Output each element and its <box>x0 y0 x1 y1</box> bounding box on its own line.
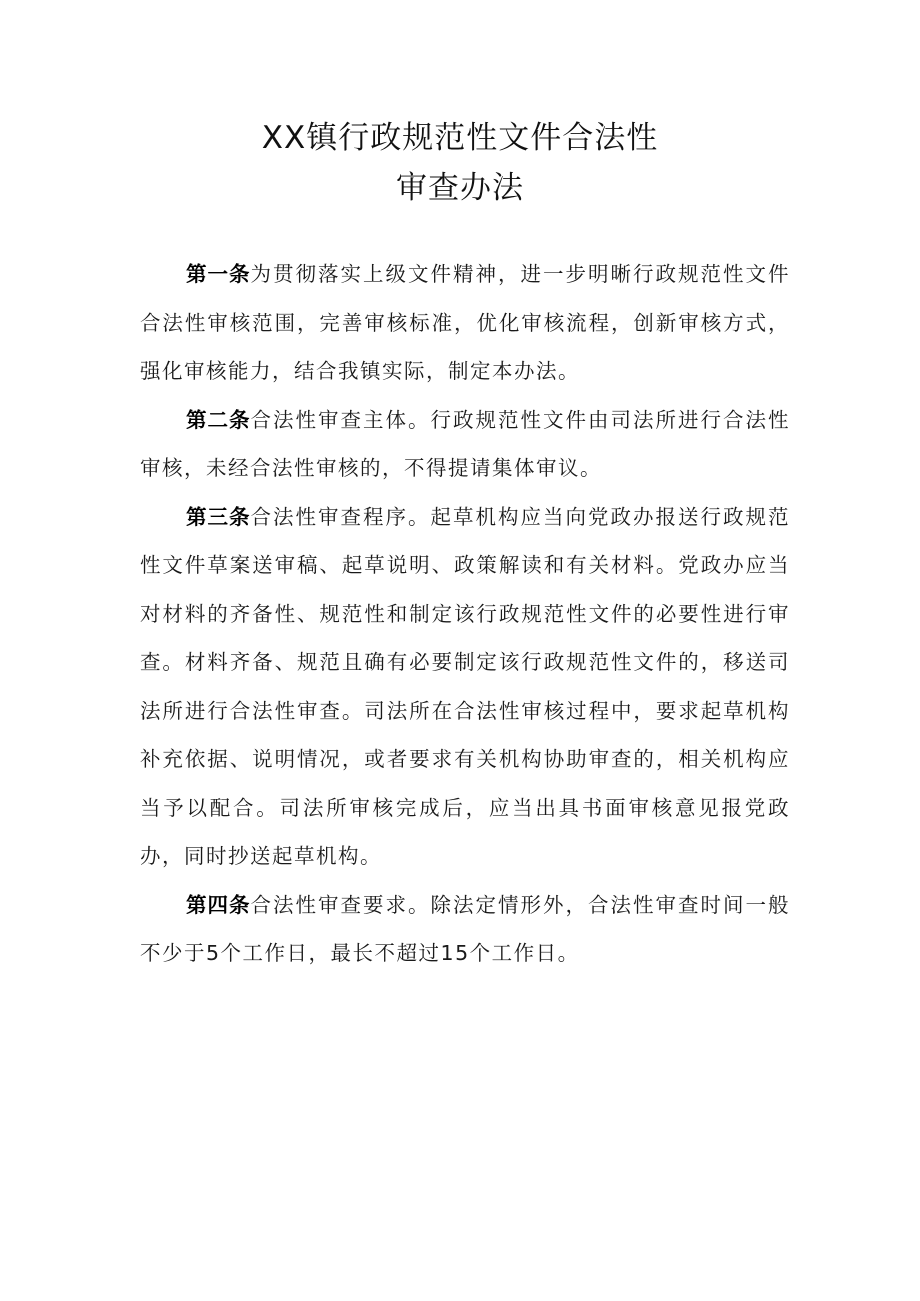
article-3-text: 合法性审查程序。起草机构应当向党政办报送行政规范性文件草案送审稿、起草说明、政策解读和有关材料。党政办应当对材料的齐备性、规范性和制定该行政规范性文件的必要性进行审查。材料齐备、规范且确有必要制定该行政规范性文件的，移送司法所进行合法性审查。司法所在合法性审核过程中，要求起草机构补充依据、说明情况，或者要求有关机构协助审查的，相关机构应当予以配合。司法所审核完成后，应当出具书面审核意见报党政办，同时抄送起草机构。 <box>140 504 790 868</box>
article-2-text: 合法性审查主体。行政规范性文件由司法所进行合法性审核，未经合法性审核的，不得提请集体审议。 <box>140 407 790 480</box>
article-1 <box>140 250 790 396</box>
document-body <box>140 250 790 978</box>
article-2 <box>140 396 790 493</box>
article-4 <box>140 881 790 978</box>
article-4-label: 第四条 <box>186 892 251 917</box>
document-title-line-2: 审查办法 <box>396 170 524 206</box>
article-1-text: 为贯彻落实上级文件精神，进一步明晰行政规范性文件合法性审核范围，完善审核标准，优化审核流程，创新审核方式，强化审核能力，结合我镇实际，制定本办法。 <box>140 262 790 383</box>
article-2-label: 第二条 <box>186 407 251 432</box>
article-3 <box>140 493 790 881</box>
article-3-label: 第三条 <box>186 504 251 529</box>
document-title-line-1: XX镇行政规范性文件合法性 <box>261 120 659 156</box>
article-1-label: 第一条 <box>186 262 251 286</box>
article-4-text: 合法性审查要求。除法定情形外，合法性审查时间一般不少于5个工作日，最长不超过15个工作日。 <box>140 892 790 965</box>
